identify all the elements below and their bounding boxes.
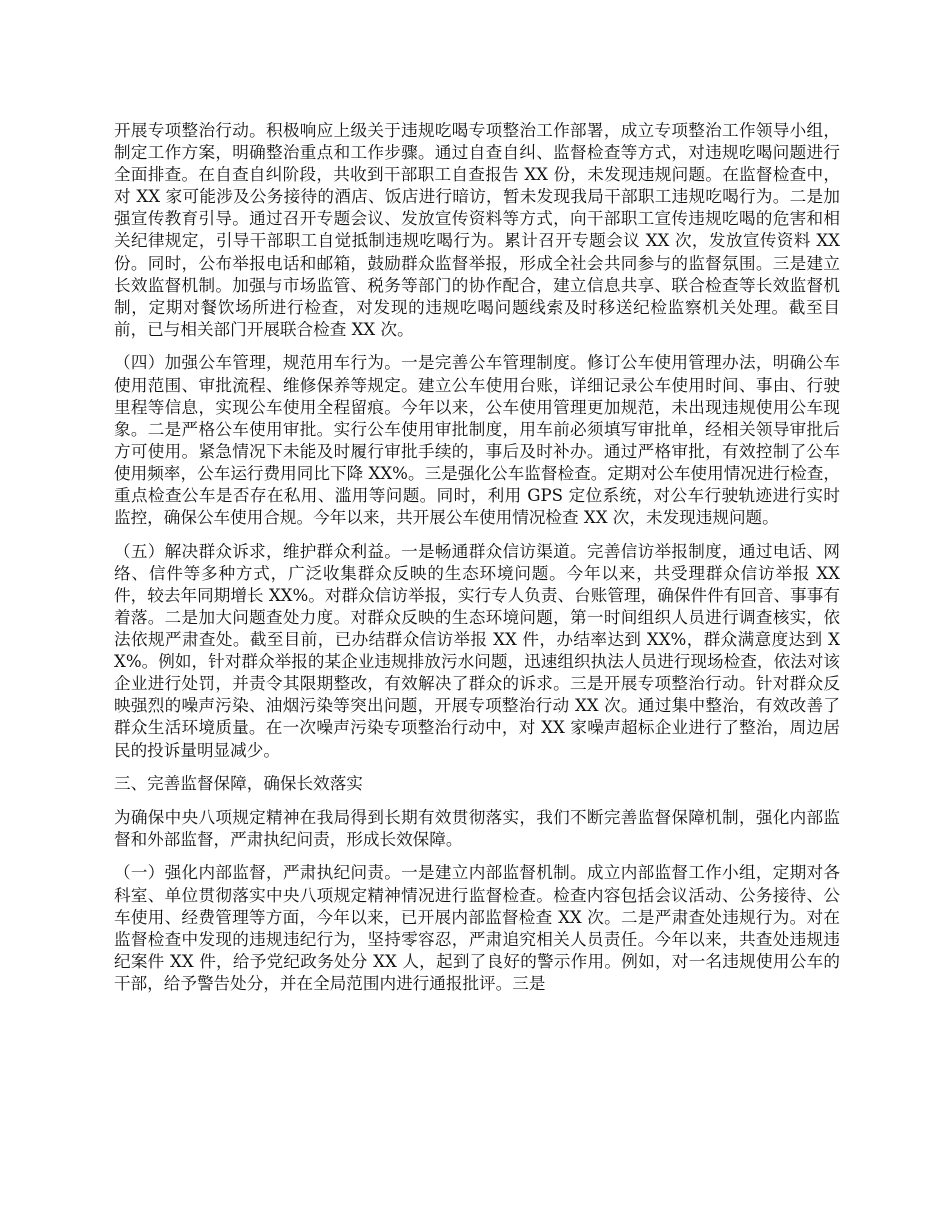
document-body bbox=[114, 120, 840, 1006]
paragraph-internal-supervision: （一）强化内部监督，严肃执纪问责。一是建立内部监督机制。成立内部监督工作小组，定期对各科室、单位贯彻落实中央八项规定精神情况进行监督检查。检查内容包括会议活动、公务接待、公车使用、经费管理等方面，今年以来，已开展内部监督检查 XX 次。二是严肃查处违规行为。对在监督检查中发现的违规违纪行为，坚持零容忍，严肃追究相关人员责任。今年以来，共查处违规违纪案件 XX 件，给予党纪政务处分 XX 人，起到了良好的警示作用。例如，对一名违规使用公车的干部，给予警告处分，并在全局范围内进行通报批评。三是 bbox=[114, 863, 840, 993]
paragraph-vehicle-management: （四）加强公车管理，规范用车行为。一是完善公车管理制度。修订公车使用管理办法，明确公车使用范围、审批流程、维修保养等规定。建立公车使用台账，详细记录公车使用时间、事由、行驶里程等信息，实现公车使用全程留痕。今年以来，公车使用管理更加规范，未出现违规使用公车现象。二是严格公车使用审批。实行公车使用审批制度，用车前必须填写审批单，经相关领导审批后方可使用。紧急情况下未能及时履行审批手续的，事后及时补办。通过严格审批，有效控制了公车使用频率，公车运行费用同比下降 XX%。三是强化公车监督检查。定期对公车使用情况进行检查，重点检查公车是否存在私用、滥用等问题。同时，利用 GPS 定位系统，对公车行驶轨迹进行实时监控，确保公车使用合规。今年以来，共开展公车使用情况检查 XX 次，未发现违规问题。 bbox=[114, 353, 840, 528]
section-heading: 三、完善监督保障，确保长效落实 bbox=[114, 774, 363, 794]
paragraph-section-intro: 为确保中央八项规定精神在我局得到长期有效贯彻落实，我们不断完善监督保障机制，强化内部监督和外部监督，严肃执纪问责，形成长效保障。 bbox=[114, 807, 840, 849]
paragraph-public-appeals: （五）解决群众诉求，维护群众利益。一是畅通群众信访渠道。完善信访举报制度，通过电话、网络、信件等多种方式，广泛收集群众反映的生态环境问题。今年以来，共受理群众信访举报 XX 件，较去年同期增长 XX%。对群众信访举报，实行专人负责、台账管理，确保件件有回音、事事有着落。二是加大问题查处力度。对群众反映的生态环境问题，第一时间组织人员进行调查核实，依法依规严肃查处。截至目前，已办结群众信访举报 XX 件，办结率达到 XX%，群众满意度达到 XX%。例如，针对群众举报的某企业违规排放污水问题，迅速组织执法人员进行现场检查，依法对该企业进行处罚，并责令其限期整改，有效解决了群众的诉求。三是开展专项整治行动。针对群众反映强烈的噪声污染、油烟污染等突出问题，开展专项整治行动 XX 次。通过集中整治，有效改善了群众生活环境质量。在一次噪声污染专项整治行动中，对 XX 家噪声超标企业进行了整治，周边居民的投诉量明显减少。 bbox=[114, 541, 840, 760]
paragraph-special-rectification: 开展专项整治行动。积极响应上级关于违规吃喝专项整治工作部署，成立专项整治工作领导小组，制定工作方案，明确整治重点和工作步骤。通过自查自纠、监督检查等方式，对违规吃喝问题进行全面排查。在自查自纠阶段，共收到干部职工自查报告 XX 份，未发现违规问题。在监督检查中，对 XX 家可能涉及公务接待的酒店、饭店进行暗访，暂未发现我局干部职工违规吃喝行为。二是加强宣传教育引导。通过召开专题会议、发放宣传资料等方式，向干部职工宣传违规吃喝的危害和相关纪律规定，引导干部职工自觉抵制违规吃喝行为。累计召开专题会议 XX 次，发放宣传资料 XX 份。同时，公布举报电话和邮箱，鼓励群众监督举报，形成全社会共同参与的监督氛围。三是建立长效监督机制。加强与市场监管、税务等部门的协作配合，建立信息共享、联合检查等长效监督机制，定期对餐饮场所进行检查，对发现的违规吃喝问题线索及时移送纪检监察机关处理。截至目前，已与相关部门开展联合检查 XX 次。 bbox=[114, 121, 840, 339]
